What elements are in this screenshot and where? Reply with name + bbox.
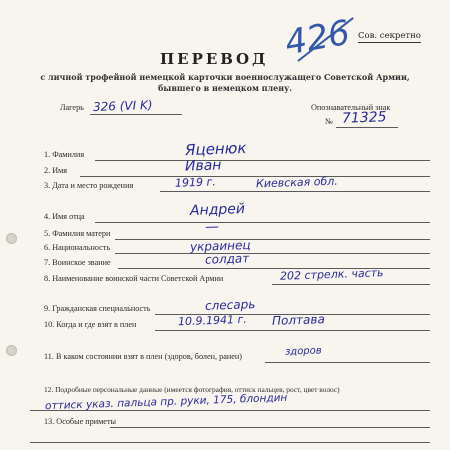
field-value-mother: — — [204, 218, 220, 236]
field-line — [160, 191, 430, 192]
field-value-name: Иван — [184, 157, 222, 175]
field-value-surname: Яценюк — [184, 138, 247, 160]
field-line — [110, 427, 430, 428]
field-label-birth: 3. Дата и место рождения — [44, 181, 134, 190]
field-value-rank: солдат — [204, 251, 250, 267]
field-line — [95, 222, 430, 223]
field-label-rank: 7. Воинское звание — [44, 258, 111, 267]
field-value-unit: 202 стрелк. часть — [279, 266, 384, 283]
field-line — [336, 127, 398, 128]
field-value-capture-place: Полтава — [271, 312, 326, 328]
field-label-mother: 5. Фамилия матери — [44, 229, 111, 238]
field-label-capture: 10. Когда и где взят в плен — [44, 320, 137, 329]
field-line — [115, 253, 430, 254]
field-value-capture-date: 10.9.1941 г. — [177, 312, 247, 329]
tag-number-label: № — [325, 117, 333, 126]
field-value-nationality: украинец — [189, 237, 251, 255]
field-line — [30, 442, 430, 443]
field-value-condition: здоров — [284, 345, 322, 358]
field-label-profession: 9. Гражданская специальность — [44, 304, 151, 313]
field-value-birth-place: Киевская обл. — [255, 174, 338, 191]
field-line — [90, 114, 182, 115]
punch-hole — [6, 233, 17, 244]
document-subtitle: с личной трофейной немецкой карточки военнослужащего Советской Армии, — [40, 72, 410, 82]
field-label-special-marks: 13. Особые приметы — [44, 417, 117, 426]
field-value-father: Андрей — [189, 201, 246, 219]
tag-value: 71325 — [341, 109, 387, 127]
field-label-name: 2. Имя — [44, 166, 68, 175]
field-label-personal-data: 12. Подробные персональные данные (имеется фотография, оттиск пальцев, рост, цвет волос) — [44, 385, 340, 394]
field-line — [115, 239, 430, 240]
field-line — [95, 160, 430, 161]
classification-label: Сов. секретно — [358, 31, 421, 41]
field-line — [155, 330, 430, 331]
field-label-nationality: 6. Национальность — [44, 243, 111, 252]
field-label-surname: 1. Фамилия — [44, 150, 85, 159]
camp-label: Лагерь — [60, 103, 84, 112]
handwritten-stamp-number: 426 — [282, 12, 353, 64]
punch-hole — [6, 345, 17, 356]
document-title: ПЕРЕВОД — [160, 50, 269, 68]
document-subtitle: бывшего в немецком плену. — [157, 83, 293, 93]
field-label-unit: 8. Наименование воинской части Советской Армии — [44, 274, 224, 283]
tag-label: Опознавательный знак — [311, 103, 391, 112]
field-line — [272, 284, 430, 285]
field-line — [265, 362, 430, 363]
field-label-father: 4. Имя отца — [44, 212, 85, 221]
field-value-birth-year: 1919 г. — [174, 175, 216, 190]
camp-value: 326 (VI K) — [92, 97, 153, 115]
field-label-condition: 11. В каком состоянии взят в плен (здоров, болен, ранен) — [44, 352, 242, 361]
field-value-personal-data: оттиск указ. пальца пр. руки, 175, блондин — [44, 391, 288, 413]
field-value-profession: слесарь — [204, 297, 256, 313]
